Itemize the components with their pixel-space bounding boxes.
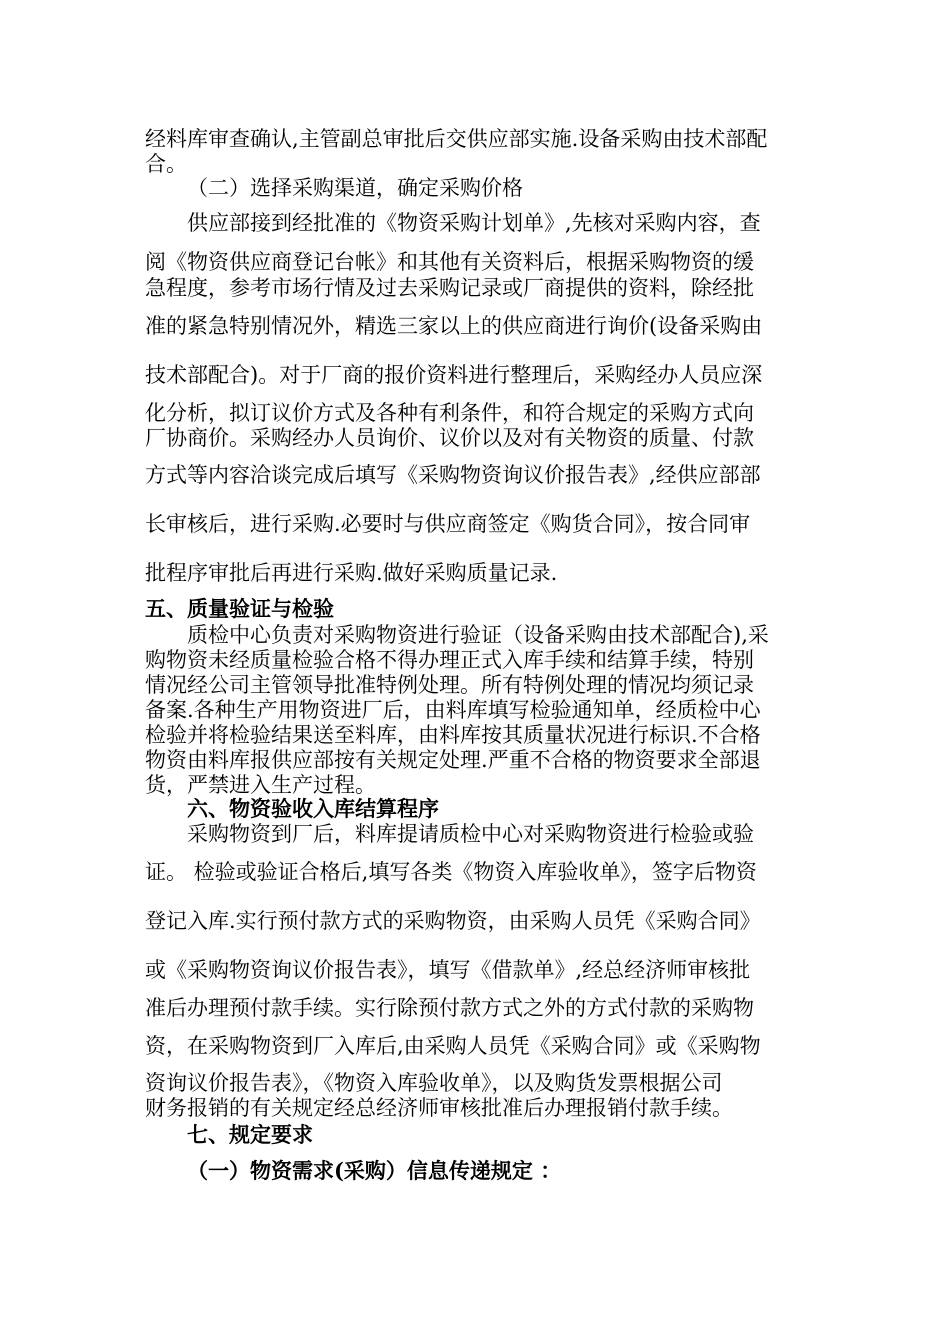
text-line: 长审核后，进行采购.必要时与供应商签定《购货合同》，按合同审 xyxy=(145,512,751,536)
text-line: 检验并将检验结果送至料库，由料库按其质量状况进行标识.不合格 xyxy=(145,723,761,747)
text-line: 技术部配合)。对于厂商的报价资料进行整理后，采购经办人员应深 xyxy=(145,363,763,387)
text-line: 证。 检验或验证合格后,填写各类《物资入库验收单》，签字后物资 xyxy=(145,860,757,884)
section-subheading: （二）选择采购渠道，确定采购价格 xyxy=(187,176,523,200)
section-heading: 六、物资验收入库结算程序 xyxy=(187,796,439,821)
section-heading: 五、质量验证与检验 xyxy=(145,596,334,621)
section-heading: 七、规定要求 xyxy=(187,1122,313,1147)
text-line: 物资由料库报供应部按有关规定处理.严重不合格的物资要求全部退 xyxy=(145,748,761,772)
text-line: 采购物资到厂后，料库提请质检中心对采购物资进行检验或验 xyxy=(187,822,754,846)
text-line: 批程序审批后再进行采购.做好采购质量记录. xyxy=(145,561,558,585)
text-line: 阅《物资供应商登记台帐》和其他有关资料后，根据采购物资的缓 xyxy=(145,250,754,274)
text-line: 急程度，参考市场行情及过去采购记录或厂商提供的资料，除经批 xyxy=(145,276,754,300)
text-line: 情况经公司主管领导批准特例处理。所有特例处理的情况均须记录 xyxy=(145,673,754,697)
text-line: 方式等内容洽谈完成后填写《采购物资询议价报告表》,经供应部部 xyxy=(145,463,761,487)
text-line: 质检中心负责对采购物资进行验证（设备采购由技术部配合),采 xyxy=(187,623,769,647)
text-line: 登记入库.实行预付款方式的采购物资，由采购人员凭《采购合同》 xyxy=(145,909,761,933)
text-line: 资询议价报告表》，《物资入库验收单》，以及购货发票根据公司 xyxy=(145,1071,723,1095)
text-line: 化分析，拟订议价方式及各种有利条件，和符合规定的采购方式向 xyxy=(145,401,754,425)
text-line: 供应部接到经批准的《物资采购计划单》,先核对采购内容，查 xyxy=(187,211,761,235)
text-line: 或《采购物资询议价报告表》，填写《借款单》,经总经济师审核批 xyxy=(145,958,751,982)
text-line: 准的紧急特别情况外，精选三家以上的供应商进行询价(设备采购由 xyxy=(145,314,763,338)
text-line: 备案.各种生产用物资进厂后，由料库填写检验通知单，经质检中心 xyxy=(145,698,761,722)
text-line: 准后办理预付款手续。实行除预付款方式之外的方式付款的采购物 xyxy=(145,996,754,1020)
text-line: 货，严禁进入生产过程。 xyxy=(145,773,376,797)
text-line: 厂协商价。采购经办人员询价、议价以及对有关物资的质量、付款 xyxy=(145,426,754,450)
text-line: 经料库审查确认,主管副总审批后交供应部实施.设备采购由技术部配 xyxy=(145,127,768,151)
section-subheading: （一）物资需求(采购）信息传递规定 ： xyxy=(187,1158,562,1183)
text-line: 资，在采购物资到厂入库后,由采购人员凭《采购合同》或《采购物 xyxy=(145,1034,761,1058)
text-line: 财务报销的有关规定经总经济师审核批准后办理报销付款手续。 xyxy=(145,1096,733,1120)
text-line: 合。 xyxy=(145,152,187,176)
text-line: 购物资未经质量检验合格不得办理正式入库手续和结算手续，特别 xyxy=(145,648,754,672)
